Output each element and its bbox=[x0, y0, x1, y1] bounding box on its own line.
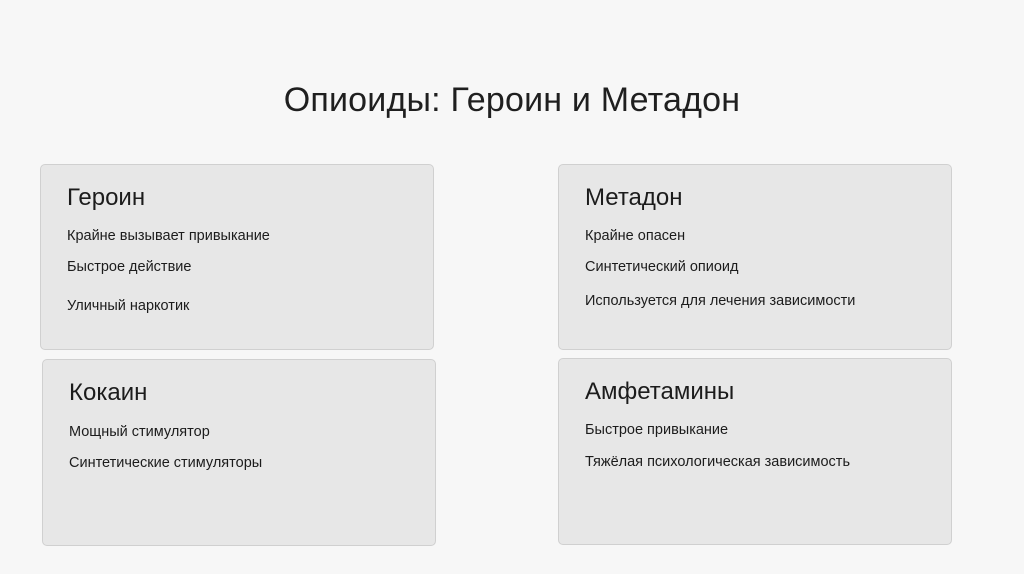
card-cocaine-line-1: Мощный стимулятор bbox=[69, 424, 210, 440]
card-methadone-line-3: Используется для лечения зависимости bbox=[585, 293, 856, 309]
card-methadone bbox=[558, 164, 952, 350]
card-heroin-line-1: Крайне вызывает привыкание bbox=[67, 228, 270, 244]
card-amphetamines bbox=[558, 358, 952, 545]
card-methadone-line-1: Крайне опасен bbox=[585, 228, 686, 244]
card-amphetamines-line-2: Тяжёлая психологическая зависимость bbox=[585, 454, 850, 470]
card-heroin-line-2: Быстрое действие bbox=[67, 259, 192, 275]
card-amphetamines-line-1: Быстрое привыкание bbox=[585, 422, 729, 438]
slide-title: Опиоиды: Героин и Метадон bbox=[283, 81, 741, 119]
card-amphetamines-title: Амфетамины bbox=[585, 378, 735, 405]
card-cocaine bbox=[42, 359, 436, 546]
card-methadone-line-2: Синтетический опиоид bbox=[585, 259, 739, 275]
card-heroin-title: Героин bbox=[67, 184, 146, 211]
card-heroin bbox=[40, 164, 434, 350]
card-cocaine-line-2: Синтетические стимуляторы bbox=[69, 455, 263, 471]
card-methadone-title: Метадон bbox=[585, 184, 683, 211]
card-cocaine-title: Кокаин bbox=[69, 379, 148, 406]
card-heroin-line-3: Уличный наркотик bbox=[67, 298, 190, 314]
